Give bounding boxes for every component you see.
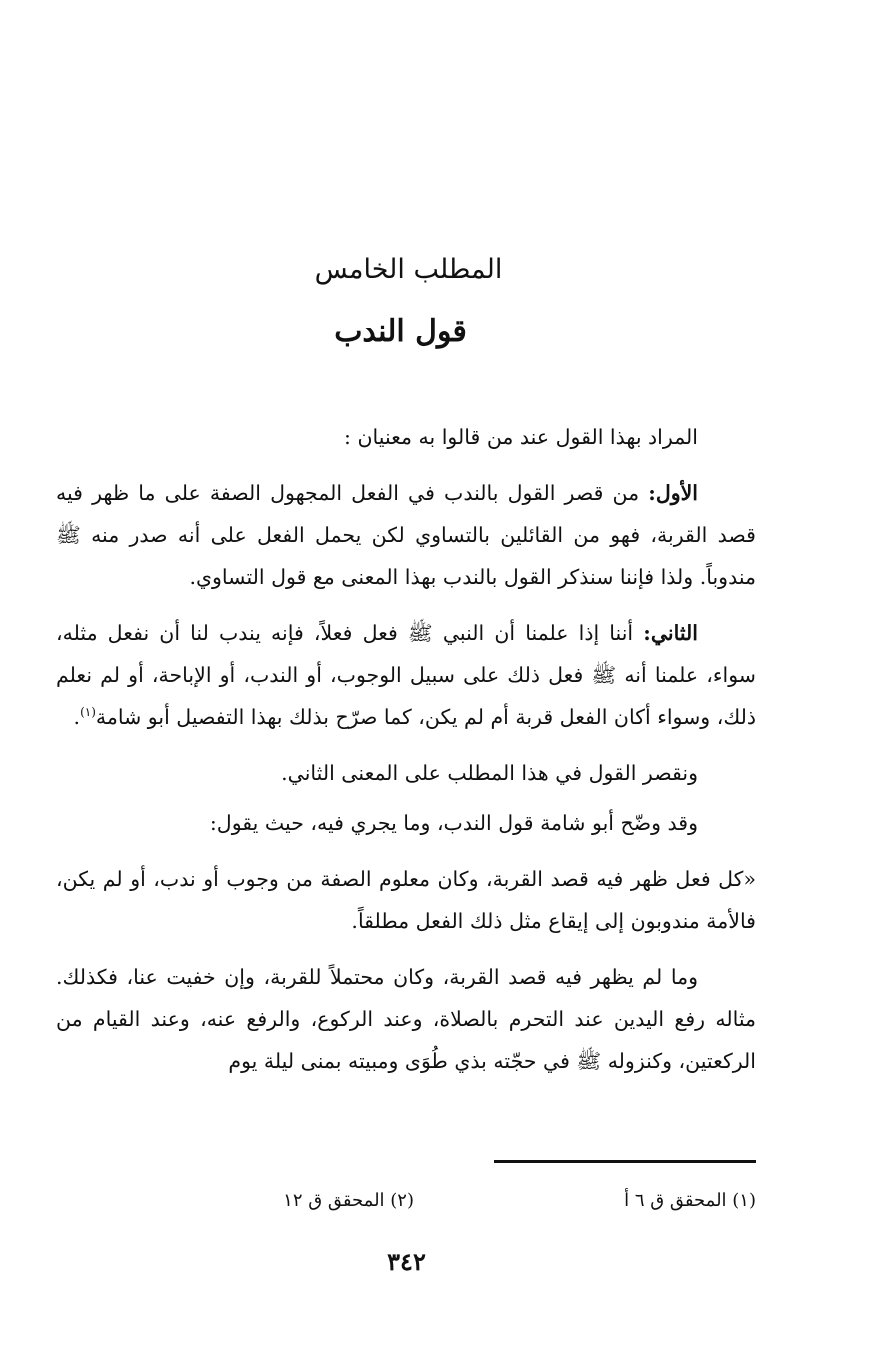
continuation-paragraph: وما لم يظهر فيه قصد القربة، وكان محتملاً للقربة، وإن خفيت عنا، فكذلك. مثاله رفع اليدين عند التحرم بالصلاة، وعند الركوع، والرفع عنه، وعند القيام من الركعتين، وكنزوله ﷺ في حجّته بذي طُوَى ومبيته بمنى ليلة يوم bbox=[56, 965, 756, 1073]
second-meaning-text: أننا إذا علمنا أن النبي ﷺ فعل فعلاً، فإنه يندب لنا أن نفعل مثله، سواء، علمنا أنه ﷺ فعل ذلك على سبيل الوجوب، أو الندب، أو الإباحة، أو لم نعلم ذلك، وسواء أكان الفعل قربة أم لم يكن، كما صرّح بذلك بهذا التفصيل أبو شامة bbox=[56, 621, 756, 729]
page-number: ٣٤٢ bbox=[387, 1247, 426, 1276]
section-subtitle: قول الندب bbox=[334, 314, 467, 349]
footnote-2: (٢) المحقق ق ١٢ bbox=[283, 1190, 414, 1211]
limit-paragraph: ونقصر القول في هذا المطلب على المعنى الثاني. bbox=[281, 761, 698, 785]
footnote-divider bbox=[494, 1160, 756, 1163]
section-heading: المطلب الخامس bbox=[314, 254, 503, 285]
intro-paragraph: المراد بهذا القول عند من قالوا به معنيان : bbox=[344, 425, 698, 449]
footnotes bbox=[56, 1186, 756, 1216]
first-meaning-paragraph bbox=[56, 472, 756, 598]
second-meaning-paragraph bbox=[56, 612, 756, 738]
main-text bbox=[56, 416, 756, 1096]
clarify-paragraph: وقد وضّح أبو شامة قول الندب، وما يجري فيه، حيث يقول: bbox=[209, 811, 698, 835]
footnote-ref-1: (١) bbox=[80, 705, 96, 720]
second-meaning-end: . bbox=[73, 705, 81, 729]
second-meaning-label: الثاني: bbox=[643, 621, 698, 645]
first-meaning-label: الأول: bbox=[648, 481, 698, 505]
footnote-1: (١) المحقق ق ٦ أ bbox=[624, 1190, 756, 1211]
quote-paragraph: «كل فعل ظهر فيه قصد القربة، وكان معلوم الصفة من وجوب أو ندب، أو لم يكن، فالأمة مندوبون إلى إيقاع مثل ذلك الفعل مطلقاً. bbox=[56, 867, 756, 933]
first-meaning-text: من قصر القول بالندب في الفعل المجهول الصفة على ما ظهر فيه قصد القربة، فهو من القائلين بالتساوي لكن يحمل الفعل على أنه صدر منه ﷺ مندوباً. ولذا فإننا سنذكر القول بالندب بهذا المعنى مع قول التساوي. bbox=[56, 481, 756, 589]
